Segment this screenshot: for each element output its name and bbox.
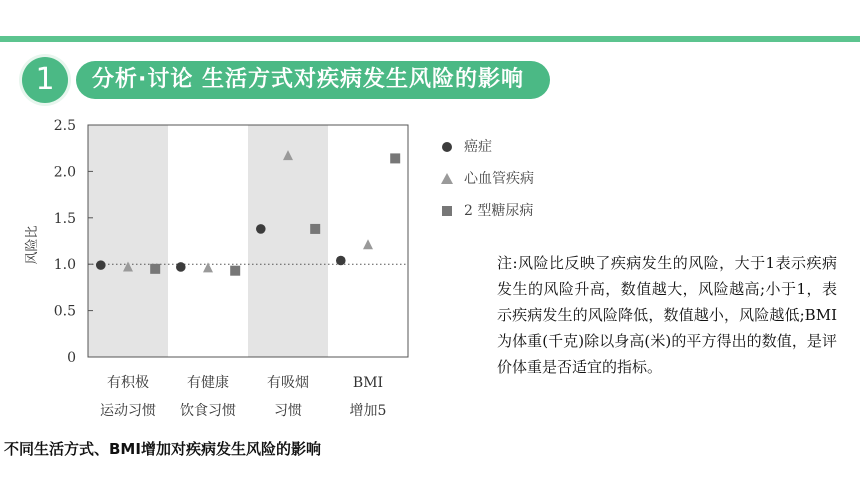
- chart-note: 注:风险比反映了疾病发生的风险，大于1表示疾病发生的风险升高，数值越大，风险越高;小于1，表示疾病发生的风险降低，数值越小，风险越低;BMI为体重(千克)除以身高(米)的平方得出的数值，是评价体重是否适宜的指标。: [497, 254, 837, 376]
- x-category-label: BMI: [352, 375, 384, 391]
- data-point-square: [230, 266, 240, 276]
- data-point-circle: [96, 260, 106, 270]
- legend-marker: [440, 168, 454, 190]
- data-point-square: [310, 224, 320, 234]
- x-category-label: 有积极: [107, 375, 149, 391]
- x-category-label: 饮食习惯: [180, 403, 236, 419]
- chart-legend: [440, 136, 534, 232]
- x-category-label: 有吸烟: [267, 375, 309, 391]
- y-tick-label: 1.0: [53, 257, 76, 274]
- y-tick-label: 0: [67, 350, 76, 366]
- y-tick-label: 2.0: [53, 164, 76, 181]
- y-tick-label: 1.5: [53, 210, 76, 227]
- legend-label: 癌症: [464, 139, 492, 155]
- x-category-label: 运动习惯: [100, 403, 156, 419]
- data-point-circle: [176, 262, 186, 272]
- shaded-band: [88, 125, 168, 357]
- legend-item: [440, 136, 534, 168]
- section-title: 分析·讨论 生活方式对疾病发生风险的影响: [76, 61, 550, 99]
- legend-label: 心血管疾病: [464, 171, 534, 187]
- y-axis-label: 风险比: [25, 225, 40, 265]
- x-category-label: 有健康: [187, 375, 229, 391]
- legend-marker: [440, 136, 454, 158]
- legend-marker: [440, 200, 454, 222]
- data-point-square: [150, 264, 160, 274]
- y-tick-label: 0.5: [53, 303, 76, 320]
- legend-item: [440, 168, 534, 200]
- top-accent-bar: [0, 36, 860, 42]
- section-number-badge: 1: [22, 57, 68, 103]
- chart-caption: 不同生活方式、BMI增加对疾病发生风险的影响: [4, 440, 321, 458]
- data-point-circle: [256, 224, 266, 234]
- x-category-label: 习惯: [274, 403, 302, 419]
- legend-label: 2 型糖尿病: [464, 203, 534, 219]
- data-point-circle: [336, 256, 346, 266]
- legend-item: [440, 200, 534, 232]
- data-point-triangle: [363, 239, 373, 249]
- data-point-square: [390, 153, 400, 163]
- y-tick-label: 2.5: [53, 118, 76, 134]
- risk-ratio-chart: [0, 108, 440, 438]
- x-category-label: 增加5: [349, 403, 387, 419]
